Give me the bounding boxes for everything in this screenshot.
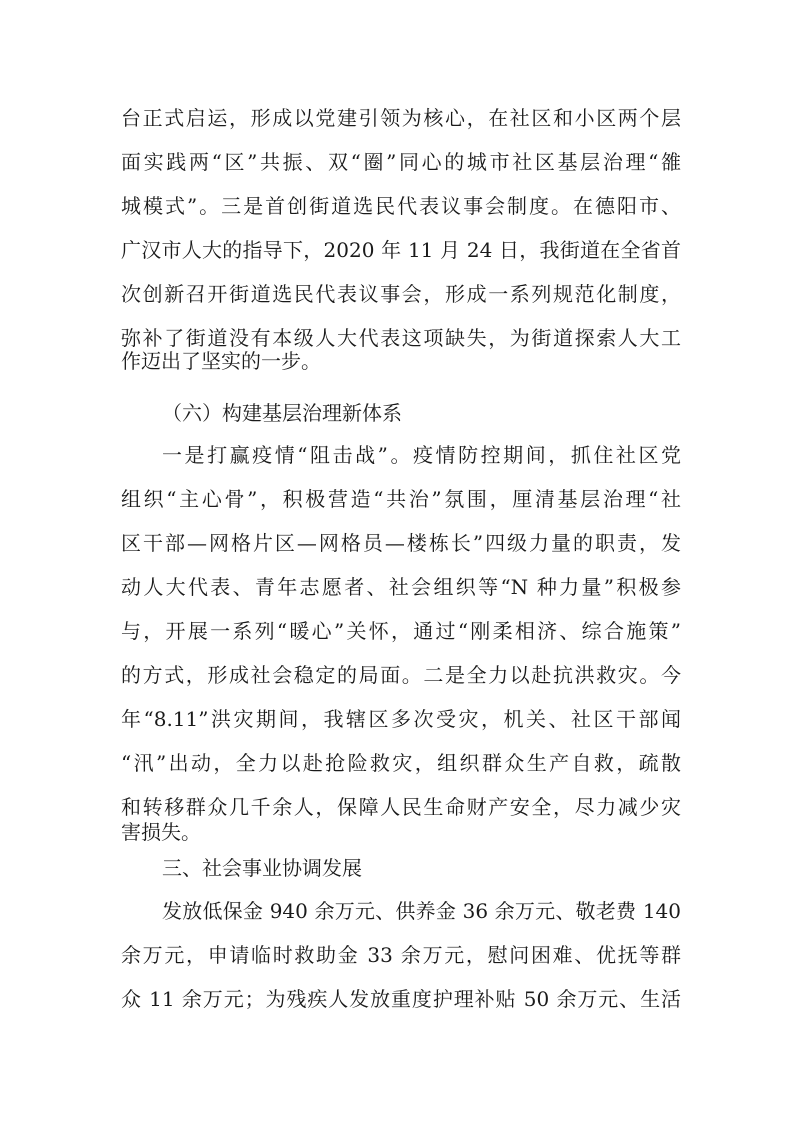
- text-line: 害损失。: [121, 820, 201, 844]
- text-line: 的方式，形成社会稳定的局面。二是全力以赴抗洪救灾。今: [121, 663, 681, 687]
- section-heading: （六）构建基层治理新体系: [162, 401, 402, 425]
- text-line: 作迈出了坚实的一步。: [121, 349, 321, 373]
- text-line: 台正式启运，形成以党建引领为核心，在社区和小区两个层: [121, 106, 681, 130]
- text-line: 动人大代表、青年志愿者、社会组织等“N 种力量”积极参: [121, 575, 681, 599]
- text-line: 余万元，申请临时救助金 33 余万元，慰问困难、优抚等群: [121, 943, 681, 967]
- paragraph-first-line: 一是打赢疫情“阻击战”。疫情防控期间，抓住社区党: [162, 443, 681, 467]
- text-line: 组织“主心骨”，积极营造“共治”氛围，厘清基层治理“社: [121, 487, 681, 511]
- text-line: 面实践两“区”共振、双“圈”同心的城市社区基层治理“雒: [121, 150, 681, 174]
- text-line: 年“8.11”洪灾期间，我辖区多次受灾，机关、社区干部闻: [121, 707, 681, 731]
- text-line: 广汉市人大的指导下，2020 年 11 月 24 日，我街道在全省首: [121, 238, 681, 262]
- section-heading: 三、社会事业协调发展: [162, 856, 362, 880]
- text-line: 弥补了街道没有本级人大代表这项缺失，为街道探索人大工: [121, 326, 681, 350]
- text-line: 和转移群众几千余人，保障人民生命财产安全，尽力减少灾: [121, 795, 681, 819]
- text-line: “汛”出动，全力以赴抢险救灾，组织群众生产自救，疏散: [121, 751, 681, 775]
- text-line: 城模式”。三是首创街道选民代表议事会制度。在德阳市、: [121, 194, 681, 218]
- text-line: 区干部—网格片区—网格员—楼栋长”四级力量的职责，发: [121, 531, 681, 555]
- text-line: 与，开展一系列“暖心”关怀，通过“刚柔相济、综合施策”: [121, 619, 681, 643]
- text-line: 众 11 余万元；为残疾人发放重度护理补贴 50 余万元、生活: [121, 987, 681, 1011]
- paragraph-first-line: 发放低保金 940 余万元、供养金 36 余万元、敬老费 140: [162, 899, 681, 923]
- text-line: 次创新召开街道选民代表议事会，形成一系列规范化制度，: [121, 282, 681, 306]
